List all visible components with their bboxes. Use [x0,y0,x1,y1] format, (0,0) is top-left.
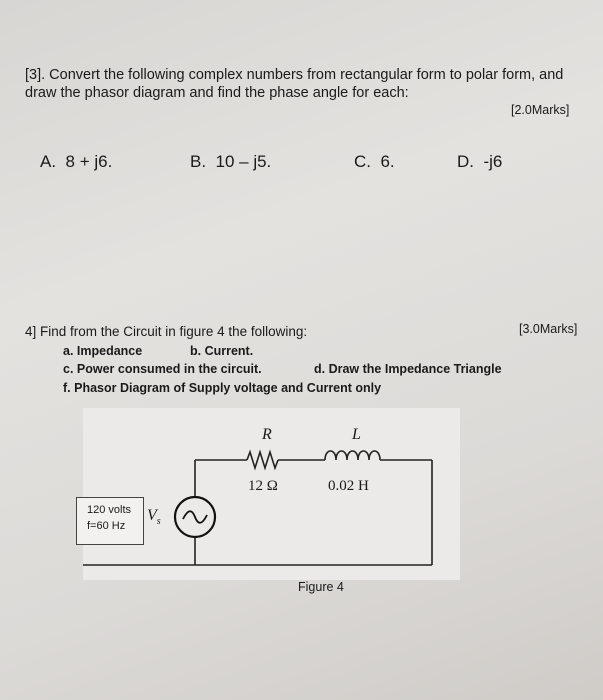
resistor-value: 12 Ω [248,478,278,494]
option-a-label: A. [40,152,57,171]
question4-part-a: a. Impedance [63,344,143,358]
source-frequency: f=60 Hz [87,520,126,532]
question4-part-f: f. Phasor Diagram of Supply voltage and Current only [63,381,382,395]
question3-line1: [3]. Convert the following complex numbers from rectangular form to polar form, and [25,67,564,83]
source-symbol: V [147,507,157,524]
question4-part-b: b. Current. [190,344,254,358]
option-a-value: 8 + j6. [65,152,113,171]
question4-part-c: c. Power consumed in the circuit. [63,362,262,376]
inductor-label: L [352,426,361,443]
resistor-symbol [247,452,278,468]
inductor-symbol [325,451,380,460]
option-d-label: D. [457,152,474,171]
option-c-label: C. [354,152,371,171]
question4-part-d: d. Draw the Impedance Triangle [314,362,502,376]
option-c-value: 6. [380,152,395,171]
inductor-value: 0.02 H [328,478,369,494]
option-b-label: B. [190,152,207,171]
resistor-label: R [262,426,272,443]
source-voltage: 120 volts [87,504,132,516]
question3-marks: [2.0Marks] [511,103,570,117]
option-d-value: -j6 [483,152,503,171]
question3-line2: draw the phasor diagram and find the phase angle for each: [25,85,409,101]
source-label [147,507,161,527]
source-info-box [76,497,144,545]
question4-marks: [3.0Marks] [519,322,578,336]
option-b-value: 10 – j5. [215,152,272,171]
source-subscript: s [156,516,161,528]
figure-caption: Figure 4 [298,580,344,594]
question4-title: 4] Find from the Circuit in figure 4 the following: [25,324,308,339]
